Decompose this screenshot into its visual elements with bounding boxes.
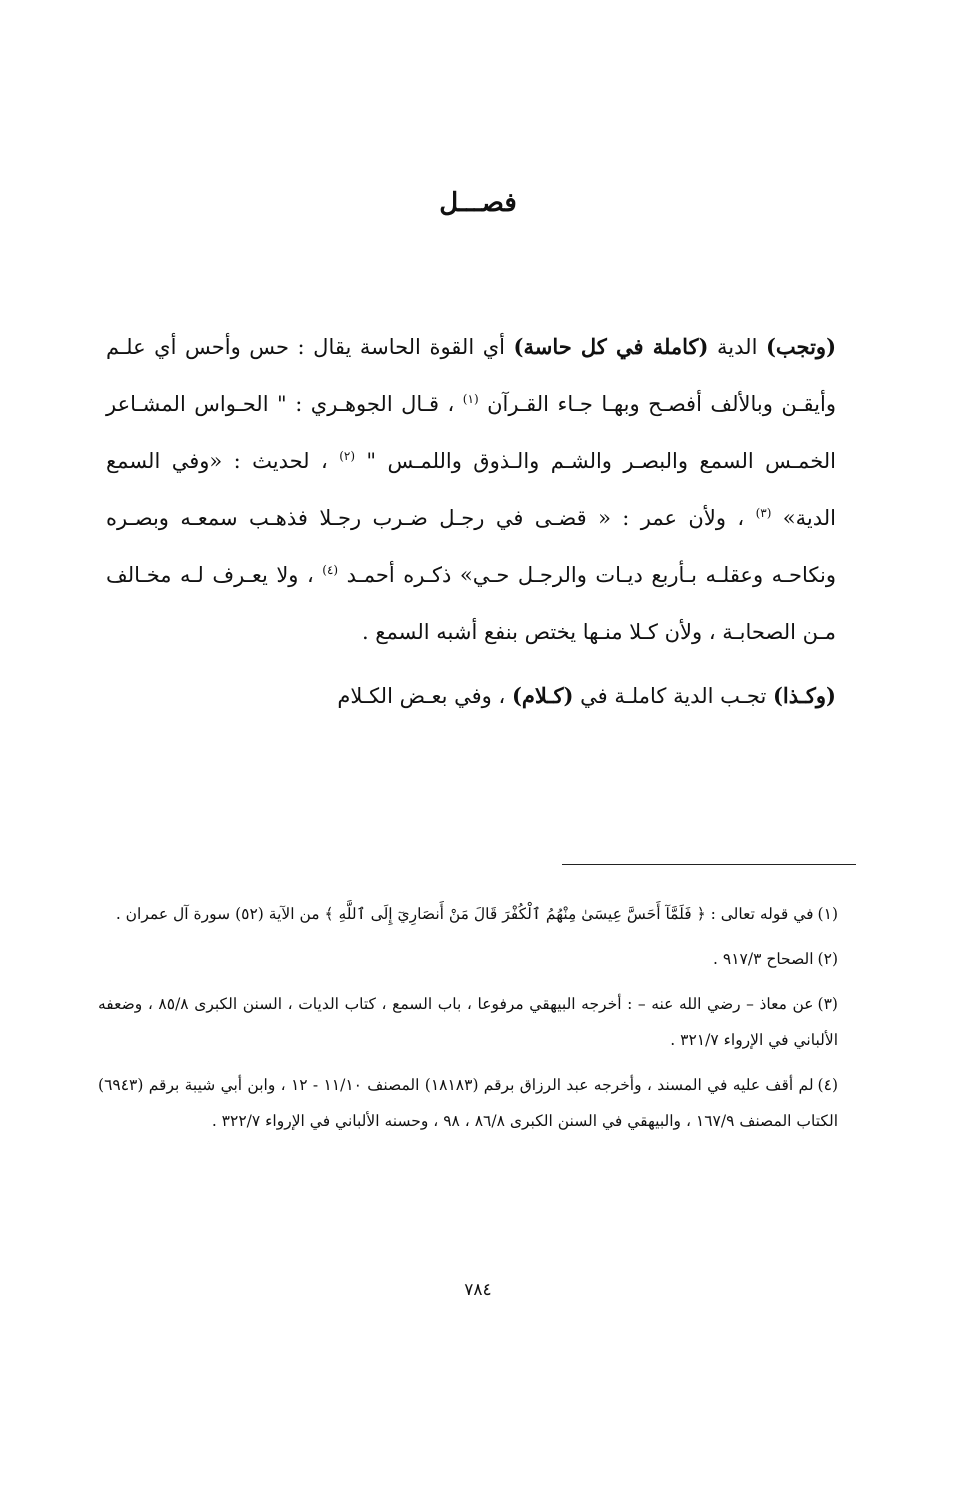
footnote-marker: (٢) xyxy=(339,449,356,463)
footnote-marker: (١) xyxy=(462,392,479,406)
footnote-marker: (٤) xyxy=(322,563,339,577)
text-run: ، قـال الجوهـري : " الحـواس المشـاعر الخمـس السمع والبصـر والشـم والـذوق واللمـس " xyxy=(106,392,836,473)
footnote-2 xyxy=(98,941,838,977)
paragraph-2 xyxy=(106,667,836,725)
footnote-1 xyxy=(98,896,838,932)
section-heading: فصـــل xyxy=(439,188,517,218)
footnote-text: عن معاذ – رضي الله عنه – : أخرجه البيهقي مرفوعا ، باب السمع ، كتاب الديات ، السنن الكبرى ٨٥/٨ ، وضعفه الألباني في الإرواء ٣٢١/٧ . xyxy=(98,995,838,1049)
text-run: ، وفي بعـض الكـلام xyxy=(337,684,512,708)
footnote-divider xyxy=(562,864,856,865)
text-run: ، ولا يعـرف لـه مخـالف مـن الصحابـة ، ولأن كـلا منـها يختص بنفع أشبه السمع . xyxy=(106,563,836,644)
main-text xyxy=(106,318,836,725)
text-run: تجـب الدية كاملـة في xyxy=(573,684,773,708)
paragraph-1 xyxy=(106,318,836,661)
page-number: ٧٨٤ xyxy=(464,1280,492,1300)
bold-term: (وتجب) xyxy=(765,334,837,359)
footnote-text: في قوله تعالى : ﴿ فَلَمَّآ أَحَسَّ عِيسَىٰ مِنْهُمُ ٱلْكُفْرَ قَالَ مَنْ أَنصَارِيٓ إِلَى ٱللَّهِ ﴾ من الآية (٥٢) سورة آل عمران . xyxy=(115,905,814,923)
bold-term: (وكـذا) xyxy=(772,683,836,708)
bold-term: (كـلام) xyxy=(511,683,574,708)
text-run: أي القوة الحاسة يقال : حس وأحس أي علـم وأيقـن وبالألف أفصـح وبهـا جـاء القـرآن xyxy=(106,335,836,416)
text-run: ، لحديث : «وفي السمع الدية» xyxy=(106,449,836,530)
footnote-text: لم أقف عليه في المسند ، وأخرجه عبد الرزاق برقم (١٨١٨٣) المصنف ١١/١٠ - ١٢ ، وابن أبي شيبة برقم (٦٩٤٣) الكتاب المصنف ١٦٧/٩ ، والبيهقي في السنن الكبرى ٨٦/٨ ، ٩٨ ، وحسنه الألباني في الإرواء ٣٢٢/٧ . xyxy=(98,1076,838,1130)
footnotes xyxy=(98,896,838,1148)
text-run: ، ولأن عمر : « قضـى في رجـل ضـرب رجـلا فذهـب سمعـه وبصـره ونكاحـه وعقلـه بـأربع ديـات والرجـل حـي» ذكـره أحمـد xyxy=(106,506,836,587)
footnote-text: الصحاح ٩١٧/٣ . xyxy=(713,950,814,968)
footnote-4 xyxy=(98,1067,838,1139)
footnote-marker: (٣) xyxy=(755,506,772,520)
bold-term: (كاملة في كل حاسة) xyxy=(513,334,709,359)
footnote-3 xyxy=(98,986,838,1058)
footnote-number: (٤) xyxy=(817,1076,838,1094)
footnote-number: (٢) xyxy=(817,950,838,968)
footnote-number: (٣) xyxy=(817,995,838,1013)
text-run: الدية xyxy=(708,335,766,359)
footnote-number: (١) xyxy=(817,905,838,923)
